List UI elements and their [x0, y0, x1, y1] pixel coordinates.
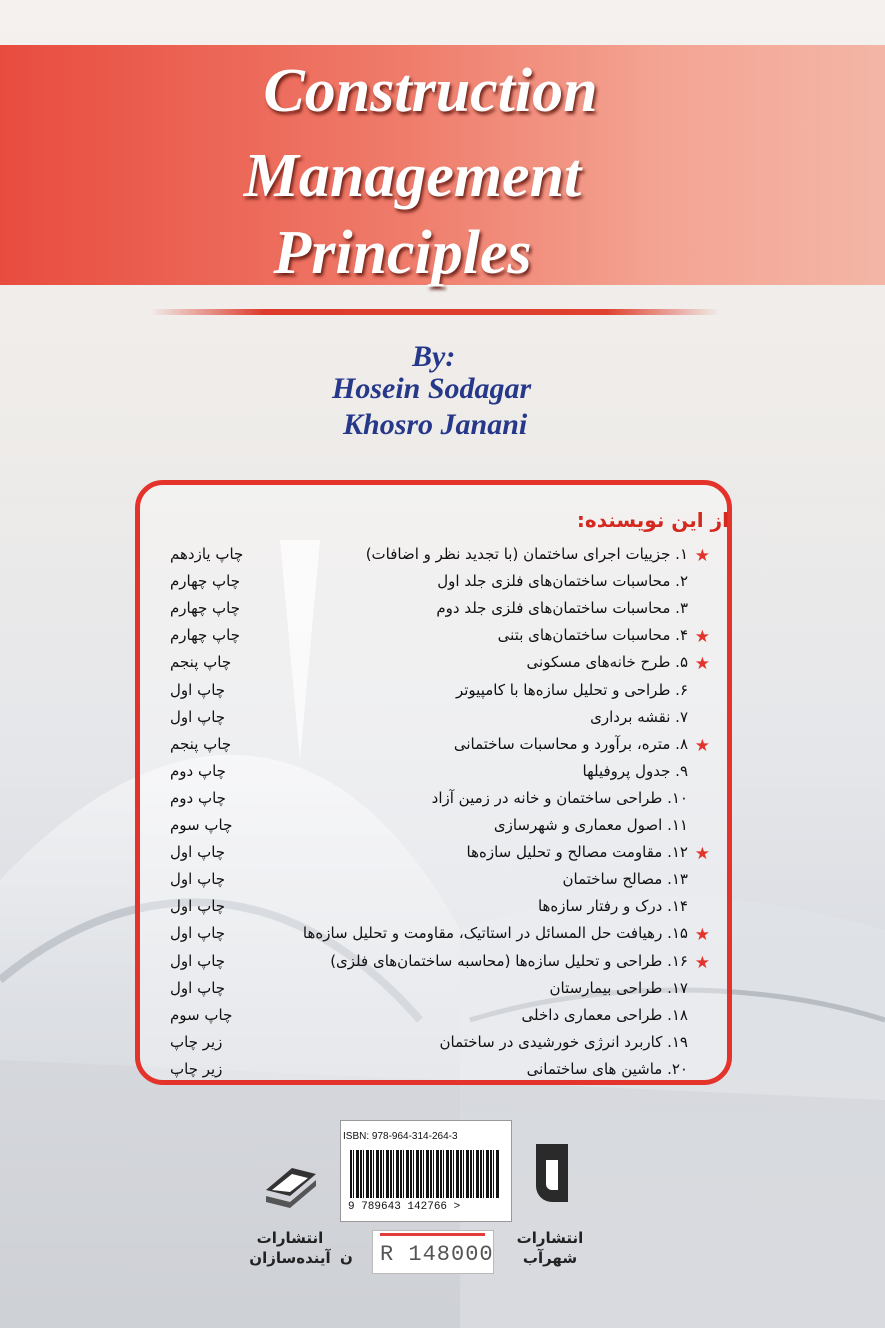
book-row — [150, 788, 710, 815]
publisher-right-line1: انتشارات — [516, 1229, 584, 1247]
book-title: ۱۷. طراحی بیمارستان — [549, 978, 688, 997]
cover-title-line-1: Construction — [263, 57, 598, 125]
publisher-right — [510, 1228, 590, 1268]
book-row — [150, 896, 710, 923]
star-icon: ★ — [694, 654, 710, 675]
price-text: R 148000 — [380, 1242, 494, 1267]
book-title: ۱۹. کاربرد انرژی خورشیدی در ساختمان — [439, 1032, 688, 1051]
book-edition: چاپ یازدهم — [170, 545, 244, 563]
book-row — [150, 1059, 710, 1086]
book-title: ۱. جزییات اجرای ساختمان (با تجدید نظر و اضافات) — [365, 545, 688, 563]
book-edition: چاپ سوم — [170, 816, 233, 834]
title-divider — [150, 309, 720, 315]
book-edition: چاپ پنجم — [170, 734, 232, 753]
book-title: ۱۶. طراحی و تحلیل سازه‌ها (محاسبه ساختمان‌های فلزی) — [330, 951, 688, 970]
book-row — [150, 625, 710, 652]
publisher-right-line2: شهرآب — [522, 1249, 578, 1267]
book-title: ۵. طرح خانه‌های مسکونی — [526, 653, 688, 672]
book-row — [150, 707, 710, 734]
book-title: ۶. طراحی و تحلیل سازه‌ها با کامپیوتر — [455, 680, 688, 699]
cover-title-line-2: Management — [243, 142, 582, 210]
partial-publisher-text: ن — [340, 1248, 353, 1266]
cover-title-line-3: Principles — [273, 219, 532, 287]
by-label: By: — [412, 340, 456, 373]
book-title: ۱۳. مصالح ساختمان — [562, 870, 688, 889]
book-row — [150, 571, 710, 598]
publisher-left — [245, 1228, 335, 1268]
book-edition: زیر چاپ — [170, 1032, 223, 1051]
book-row — [150, 544, 710, 571]
book-title: ۱۰. طراحی ساختمان و خانه در زمین آزاد — [431, 788, 688, 807]
book-title: ۷. نقشه برداری — [590, 707, 688, 726]
book-row — [150, 598, 710, 625]
book-row — [150, 1005, 710, 1032]
book-edition: چاپ اول — [170, 897, 226, 916]
book-edition: چاپ پنجم — [170, 653, 232, 672]
book-title: ۱۴. درک و رفتار سازه‌ها — [537, 897, 688, 916]
publisher-left-line1: انتشارات — [256, 1229, 324, 1247]
barcode-bars — [350, 1150, 500, 1198]
book-edition: چاپ اول — [170, 680, 226, 699]
book-title: ۴. محاسبات ساختمان‌های بتنی — [497, 626, 688, 645]
book-title: ۸. متره، برآورد و محاسبات ساختمانی — [453, 734, 688, 753]
isbn-text: ISBN: 978-964-314-264-3 — [343, 1131, 458, 1142]
book-title: ۱۲. مقاومت مصالح و تحلیل سازه‌ها — [466, 843, 688, 862]
book-row — [150, 652, 710, 679]
star-icon: ★ — [694, 952, 710, 973]
book-row — [150, 951, 710, 978]
book-title: ۳. محاسبات ساختمان‌های فلزی جلد دوم — [436, 599, 688, 618]
book-row — [150, 978, 710, 1005]
book-row — [150, 869, 710, 896]
star-icon: ★ — [694, 627, 710, 648]
book-edition: چاپ سوم — [170, 1005, 233, 1024]
ayandehsazan-logo-icon — [262, 1160, 320, 1210]
author-1: Hosein Sodagar — [332, 372, 532, 405]
book-edition: چاپ چهارم — [170, 599, 241, 618]
shahrab-logo-icon — [530, 1140, 574, 1206]
book-row — [150, 815, 710, 842]
price-tag-stripe — [380, 1233, 485, 1236]
star-icon: ★ — [694, 546, 710, 566]
book-row — [150, 842, 710, 869]
book-edition: چاپ چهارم — [170, 572, 241, 591]
book-title: ۱۱. اصول معماری و شهرسازی — [493, 816, 688, 834]
book-edition: چاپ دوم — [170, 761, 226, 780]
author-2: Khosro Janani — [343, 408, 528, 441]
book-edition: چاپ اول — [170, 843, 226, 862]
barcode-digits: 9 789643 142766 > — [348, 1201, 461, 1213]
book-row — [150, 680, 710, 707]
publisher-left-line2: آینده‌سازان — [249, 1249, 331, 1267]
book-edition: چاپ اول — [170, 870, 226, 889]
book-edition: چاپ اول — [170, 951, 226, 970]
book-row — [150, 1032, 710, 1059]
book-edition: چاپ اول — [170, 707, 226, 726]
star-icon: ★ — [694, 925, 710, 946]
book-title: ۲. محاسبات ساختمان‌های فلزی جلد اول — [437, 572, 688, 591]
book-row — [150, 734, 710, 761]
book-row — [150, 761, 710, 788]
book-title: ۱۵. رهیافت حل المسائل در استاتیک، مقاومت و تحلیل سازه‌ها — [302, 924, 688, 943]
book-edition: چاپ اول — [170, 978, 226, 997]
book-edition: زیر چاپ — [170, 1059, 223, 1078]
book-edition: چاپ اول — [170, 924, 226, 943]
book-title: ۹. جدول پروفیلها — [582, 761, 688, 780]
book-row — [150, 923, 710, 950]
book-title: ۱۸. طراحی معماری داخلی — [521, 1005, 688, 1024]
book-edition: چاپ چهارم — [170, 626, 241, 645]
book-title: ۲۰. ماشین های ساختمانی — [526, 1059, 688, 1078]
books-panel-heading: از این نویسنده: — [576, 508, 729, 532]
star-icon: ★ — [694, 844, 710, 865]
book-edition: چاپ دوم — [170, 788, 226, 807]
star-icon: ★ — [694, 735, 710, 756]
